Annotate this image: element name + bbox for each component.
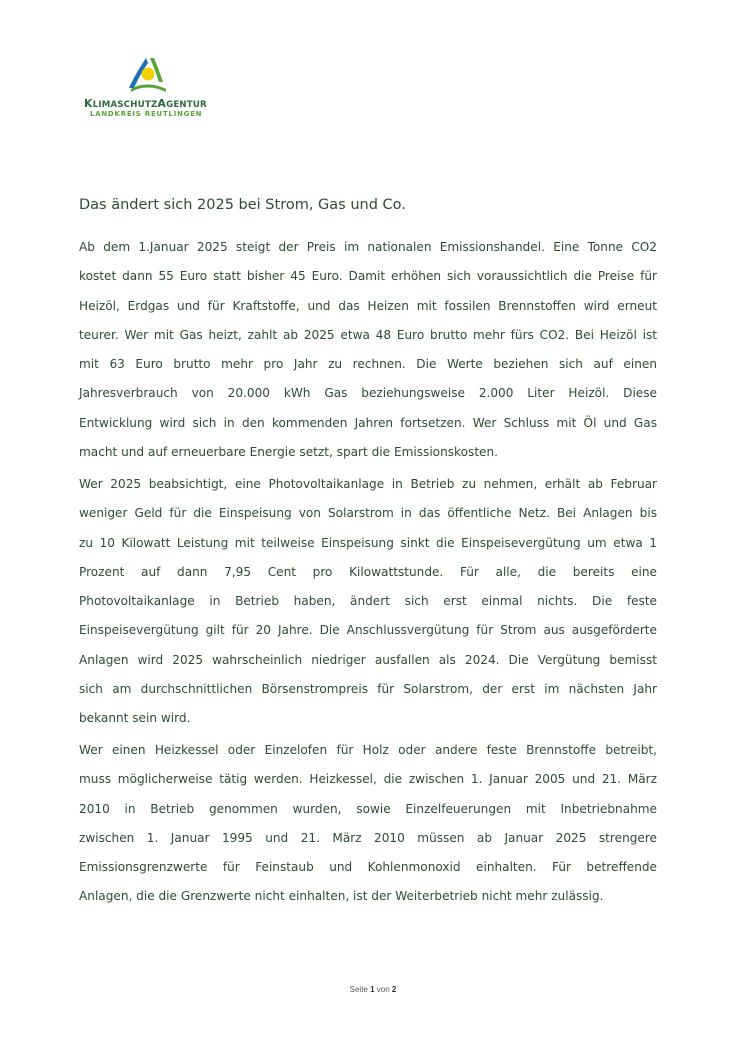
- paragraph-line: Wer einen Heizkessel oder Einzelofen für Holz oder andere feste Brennstoffe betreibt,: [79, 743, 657, 757]
- page-footer: [0, 985, 746, 994]
- paragraph-line: Ab dem 1.Januar 2025 steigt der Preis im nationalen Emissionshandel. Eine Tonne CO2: [79, 240, 657, 254]
- paragraph-line: Einspeisevergütung gilt für 20 Jahre. Die Anschlussvergütung für Strom aus ausgeförderte: [79, 623, 657, 638]
- paragraph-line: 2010 in Betrieb genommen wurden, sowie Einzelfeuerungen mit Inbetriebnahme: [79, 801, 657, 816]
- paragraph-line: Wer 2025 beabsichtigt, eine Photovoltaikanlage in Betrieb zu nehmen, erhält ab Februar: [79, 477, 657, 491]
- paragraph-line: weniger Geld für die Einspeisung von Solarstrom in das öffentliche Netz. Bei Anlagen bis: [79, 506, 657, 521]
- paragraph-line: macht und auf erneuerbare Energie setzt, spart die Emissionskosten.: [79, 445, 499, 460]
- paragraph-line: zwischen 1. Januar 1995 und 21. März 2010 müssen ab Januar 2025 strengere: [79, 830, 657, 845]
- paragraph-line: Heizöl, Erdgas und für Kraftstoffe, und das Heizen mit fossilen Brennstoffen wird erneut: [79, 298, 657, 313]
- logo-wordmark: KLIMASCHUTZAGENTUR: [84, 97, 207, 110]
- klimaschutzagentur-logo-icon: [128, 55, 168, 93]
- paragraph-photovoltaik: [79, 470, 657, 734]
- paragraph-line: Photovoltaikanlage in Betrieb haben, ändert sich erst einmal nichts. Die feste: [79, 594, 657, 609]
- footer-page-number: 1: [370, 985, 375, 994]
- logo-subtitle: LANDKREIS REUTLINGEN: [90, 110, 203, 118]
- paragraph-line: sich am durchschnittlichen Börsenstrompreis für Solarstrom, der erst im nächsten Jahr: [79, 682, 657, 697]
- paragraph-line: Prozent auf dann 7,95 Cent pro Kilowattstunde. Für alle, die bereits eine: [79, 564, 657, 579]
- paragraph-emissions: [79, 233, 657, 467]
- paragraph-line: Jahresverbrauch von 20.000 kWh Gas beziehungsweise 2.000 Liter Heizöl. Diese: [79, 386, 657, 401]
- paragraph-line: Anlagen wird 2025 wahrscheinlich niedriger ausfallen als 2024. Die Vergütung bemisst: [79, 652, 657, 667]
- paragraph-line: Emissionsgrenzwerte für Feinstaub und Kohlenmonoxid einhalten. Für betreffende: [79, 860, 657, 875]
- paragraph-line: Entwicklung wird sich in den kommenden Jahren fortsetzen. Wer Schluss mit Öl und Gas: [79, 415, 657, 430]
- paragraph-line: Anlagen, die die Grenzwerte nicht einhalten, ist der Weiterbetrieb nicht mehr zulässig.: [79, 889, 604, 904]
- footer-page-total: 2: [391, 985, 397, 994]
- paragraph-heizkessel: [79, 736, 657, 912]
- paragraph-line: zu 10 Kilowatt Leistung mit teilweise Einspeisung sinkt die Einspeisevergütung um etwa 1: [79, 535, 657, 550]
- paragraph-line: teurer. Wer mit Gas heizt, zahlt ab 2025 etwa 48 Euro brutto mehr fürs CO2. Bei Heizöl ist: [79, 327, 657, 342]
- paragraph-line: muss möglicherweise tätig werden. Heizkessel, die zwischen 1. Januar 2005 und 21. März: [79, 772, 657, 787]
- logo: [84, 55, 234, 119]
- paragraph-line: bekannt sein wird.: [79, 711, 191, 726]
- paragraph-line: mit 63 Euro brutto mehr pro Jahr zu rechnen. Die Werte beziehen sich auf einen: [79, 357, 657, 372]
- paragraph-line: kostet dann 55 Euro statt bisher 45 Euro. Damit erhöhen sich voraussichtlich die Preise für: [79, 269, 657, 284]
- page-title: Das ändert sich 2025 bei Strom, Gas und Co.: [79, 197, 406, 213]
- footer-prefix: Seite: [349, 985, 368, 994]
- footer-middle: von: [376, 985, 390, 994]
